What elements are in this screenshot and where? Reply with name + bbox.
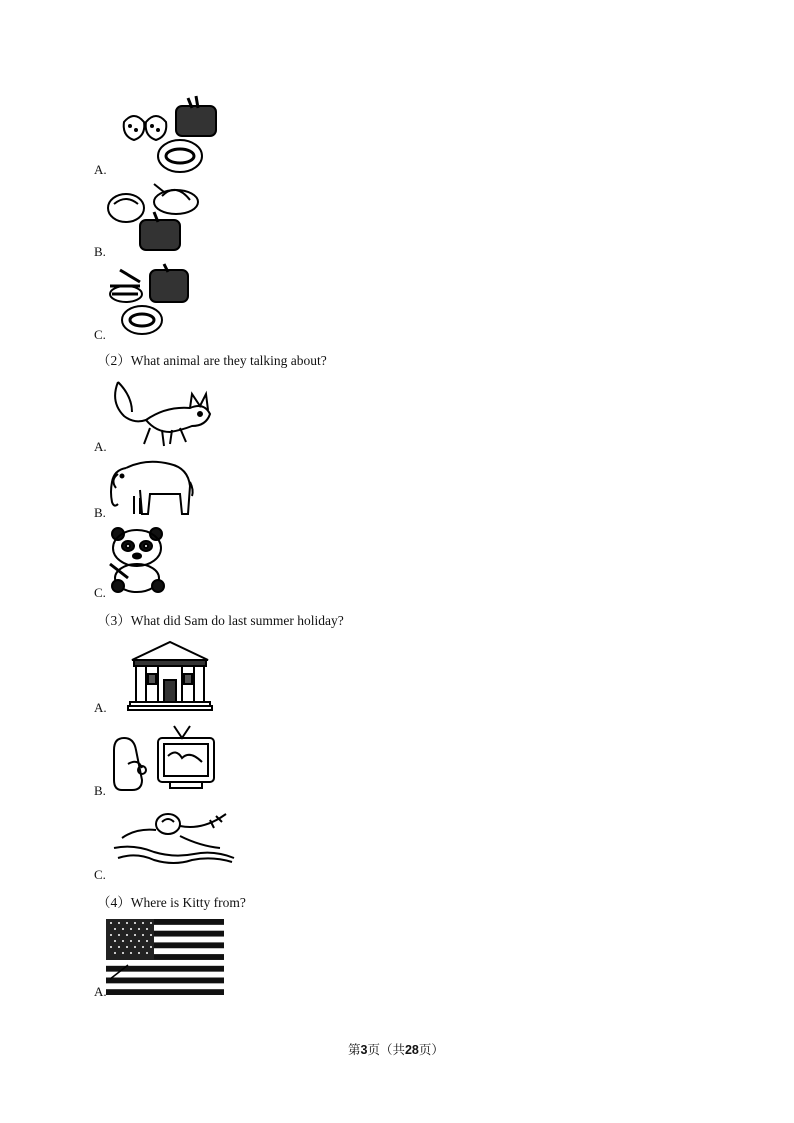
noodles-rice-fish-food-icon [106,264,194,338]
option-letter: A. [94,700,107,715]
armchair-tv-icon [108,724,218,796]
option-letter: C. [94,867,106,882]
panda-icon [106,526,170,594]
footer-total-pages: 28 [404,1043,419,1057]
option-letter: C. [94,327,106,342]
fox-icon [110,378,214,450]
option-letter: C. [94,585,106,600]
option-letter: B. [94,244,106,259]
option-letter: B. [94,505,106,520]
us-flag-icon [106,919,224,995]
bread-chicken-rice-food-icon [104,178,204,256]
footer-page-number: 3 [360,1043,368,1057]
question-2-text: （2）What animal are they talking about? [97,353,327,368]
elephant-icon [104,458,196,518]
question-4-text: （4）Where is Kitty from? [97,895,246,910]
option-letter: A. [94,162,107,177]
footer-suffix: 页） [418,1043,444,1057]
museum-building-icon [128,638,212,712]
option-letter: A. [94,439,107,454]
question-3-text: （3）What did Sam do last summer holiday? [97,613,344,628]
swimming-icon [112,806,236,870]
page-footer [348,1043,444,1057]
option-letter: A. [94,984,107,999]
footer-prefix: 第 [348,1043,361,1057]
option-letter: B. [94,783,106,798]
fruit-rice-fish-food-icon [118,96,222,176]
footer-middle: 页（共 [367,1043,405,1057]
